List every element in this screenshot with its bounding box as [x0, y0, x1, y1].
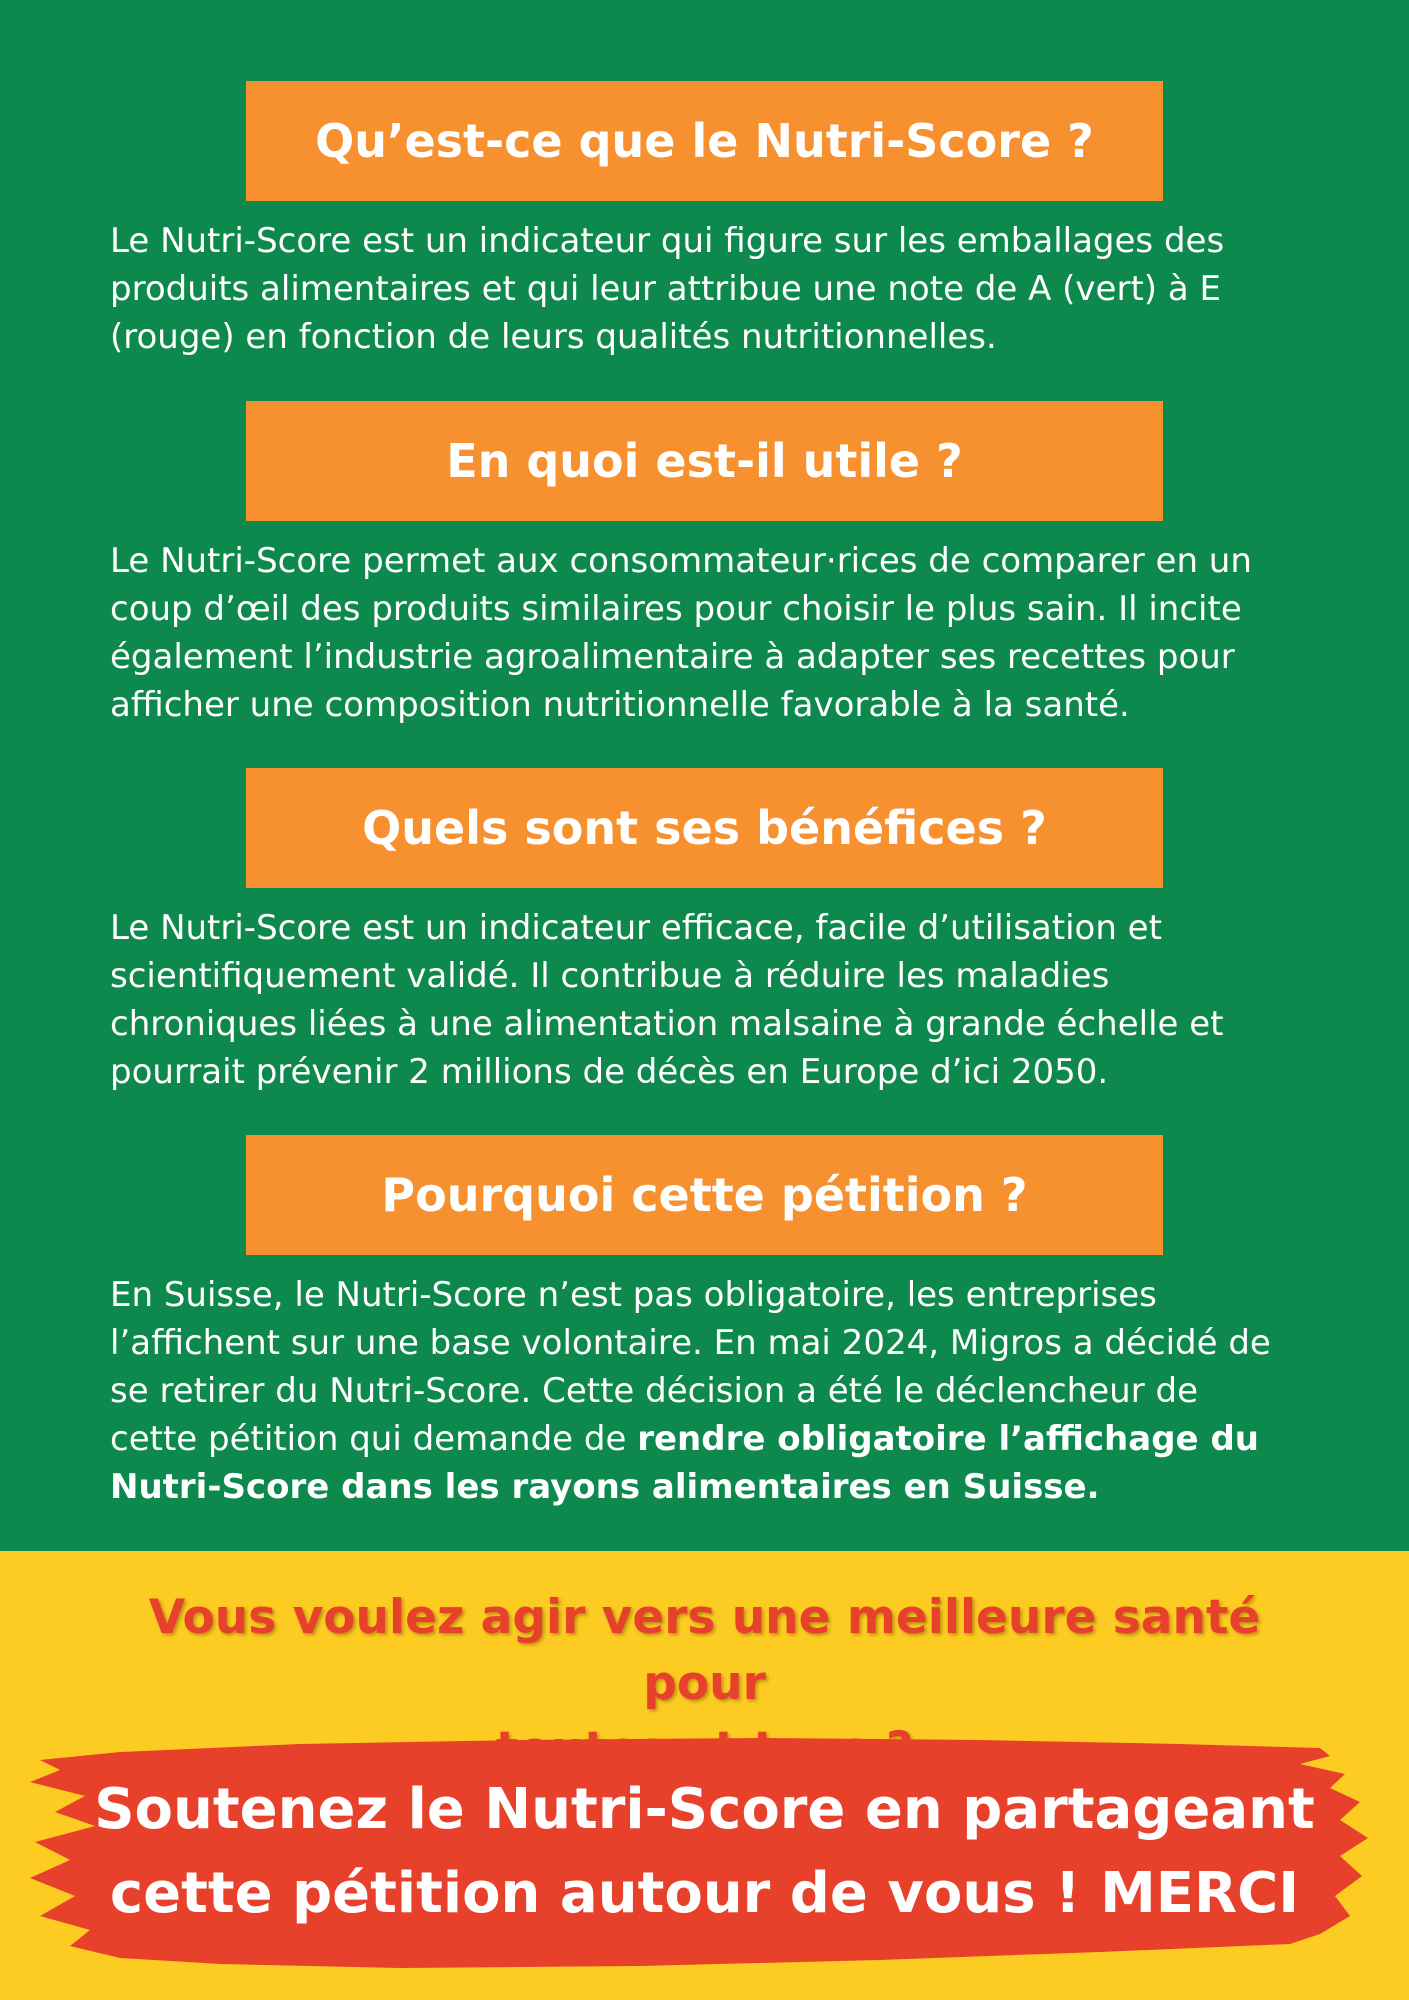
- section-3-line-1: Le Nutri-Score est un indicateur efficace, facile d’utilisation et: [110, 908, 1162, 948]
- section-3-title: Quels sont ses bénéfices ?: [362, 801, 1047, 855]
- section-4-line-5-bold: Nutri-Score dans les rayons alimentaires en Suisse.: [110, 1467, 1100, 1507]
- section-2-line-2: coup d’œil des produits similaires pour choisir le plus sain. Il incite: [110, 589, 1242, 629]
- section-1-title-banner: [246, 81, 1163, 201]
- section-1-line-1: Le Nutri-Score est un indicateur qui figure sur les emballages des: [110, 221, 1225, 261]
- section-2-paragraph: [110, 537, 1310, 729]
- section-2-line-4: afficher une composition nutritionnelle favorable à la santé.: [110, 685, 1130, 725]
- section-1-line-3: (rouge) en fonction de leurs qualités nutritionnelles.: [110, 317, 997, 357]
- section-1-paragraph: [110, 217, 1310, 361]
- section-4-line-2: l’affichent sur une base volontaire. En mai 2024, Migros a décidé de: [110, 1323, 1271, 1363]
- section-4-paragraph: [110, 1271, 1310, 1511]
- section-4-title: Pourquoi cette pétition ?: [381, 1168, 1028, 1222]
- section-3-paragraph: [110, 904, 1310, 1096]
- section-2-line-3: également l’industrie agroalimentaire à adapter ses recettes pour: [110, 637, 1235, 677]
- cta-main-line-1: Soutenez le Nutri-Score en partageant: [94, 1777, 1315, 1842]
- section-1-line-2: produits alimentaires et qui leur attribue une note de A (vert) à E: [110, 269, 1221, 309]
- section-4-line-1: En Suisse, le Nutri-Score n’est pas obligatoire, les entreprises: [110, 1275, 1157, 1315]
- section-3-line-4: pourrait prévenir 2 millions de décès en Europe d’ici 2050.: [110, 1052, 1109, 1092]
- cta-main-message: [60, 1768, 1349, 1936]
- section-4-line-3: se retirer du Nutri-Score. Cette décision a été le déclencheur de: [110, 1371, 1198, 1411]
- section-2-title-banner: [246, 401, 1163, 521]
- section-4-line-4-plain: cette pétition qui demande de: [110, 1419, 638, 1459]
- section-3-line-2: scientifiquement validé. Il contribue à réduire les maladies: [110, 956, 1110, 996]
- section-4-title-banner: [246, 1135, 1163, 1255]
- section-3-line-3: chroniques liées à une alimentation malsaine à grande échelle et: [110, 1004, 1224, 1044]
- cta-main-line-2: cette pétition autour de vous ! MERCI: [109, 1861, 1300, 1926]
- section-3-title-banner: [246, 768, 1163, 888]
- section-4-line-4-bold: rendre obligatoire l’affichage du: [637, 1419, 1259, 1459]
- section-2-title: En quoi est-il utile ?: [446, 434, 963, 488]
- section-1-title: Qu’est-ce que le Nutri-Score ?: [315, 114, 1094, 168]
- section-2-line-1: Le Nutri-Score permet aux consommateur·rices de comparer en un: [110, 541, 1252, 581]
- cta-question-line-1: Vous voulez agir vers une meilleure santé pour: [148, 1590, 1261, 1711]
